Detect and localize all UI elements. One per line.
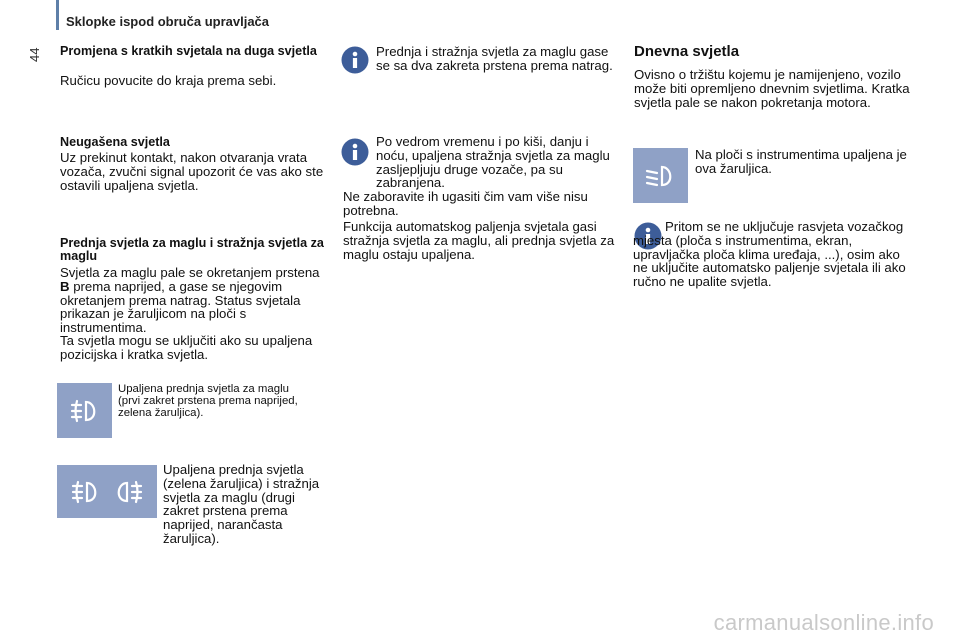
- header-accent-bar: [56, 0, 59, 30]
- front-fog-lamp-icon: [68, 477, 104, 507]
- daytime-running-lamp-icon: [643, 161, 679, 191]
- daytime-lamp-description: Na ploči s instrumentima upaljena je ova žaruljica.: [695, 147, 907, 176]
- fog-text-part2: prema naprijed, a gase se njegovim okretanjem prema natrag. Status svjetala prikazan je žaruljicom na ploči s instrumentima.: [60, 278, 301, 336]
- ring-label-b: B: [60, 278, 70, 294]
- section-text-fog-lights: [60, 266, 330, 335]
- page-header-title: Sklopke ispod obruča upravljača: [66, 14, 270, 29]
- info-icon: [340, 137, 370, 167]
- watermark: carmanualsonline.info: [713, 610, 934, 635]
- front-and-rear-fog-lamp-indicator: [57, 465, 157, 518]
- daytime-lamp-indicator: [633, 148, 688, 203]
- section-title-fog-lights: Prednja svjetla za maglu i stražnja svjetla za maglu: [60, 236, 324, 264]
- rear-fog-lamp-icon: [110, 477, 146, 507]
- text-auto-lighting-fog: Funkcija automatskog paljenja svjetala gasi stražnja svjetla za maglu, ali prednja svjetla za maglu ostaju upaljena.: [343, 219, 615, 262]
- info-note-fog-dazzle: Po vedrom vremenu i po kiši, danju i noću, upaljena stražnja svjetla za maglu zasljepljuju druge vozače, pa su zabranjena.: [376, 134, 610, 191]
- section-text-lights-on-warning: Uz prekinut kontakt, nakon otvaranja vrata vozača, zvučni signal upozorit će vas ako ste ostavili upaljena svjetla.: [60, 150, 324, 193]
- section-title-high-beam: Promjena s kratkih svjetala na duga svjetla: [60, 44, 317, 58]
- section-text-high-beam: Ručicu povucite do kraja prema sebi.: [60, 73, 277, 88]
- info-note-fog-off: Prednja i stražnja svjetla za maglu gase se sa dva zakreta prstena prema natrag.: [376, 44, 613, 73]
- info-icon: [340, 45, 370, 75]
- fog-text-part1: Svjetla za maglu pale se okretanjem prstena: [60, 265, 320, 280]
- section-text-daytime-lights: Ovisno o tržištu kojemu je namijenjeno, vozilo može biti opremljeno dnevnim svjetlima. Kratka svjetla pale se nakon pokretanja motora.: [634, 67, 910, 110]
- text-switch-off-reminder: Ne zaboravite ih ugasiti čim vam više nisu potrebna.: [343, 189, 588, 218]
- front-and-rear-fog-lamp-description: Upaljena prednja svjetla (zelena žaruljica) i stražnja svjetla za maglu (drugi zakret prstena prema naprijed, narančasta žaruljica).: [163, 462, 320, 546]
- section-text-fog-conditions: Ta svjetla mogu se uključiti ako su upaljena pozicijska i kratka svjetla.: [60, 333, 313, 362]
- info-note-daytime-lights: Pritom se ne uključuje rasvjeta vozačkog mjesta (ploča s instrumentima, ekran, upravljačka ploča klima uređaja, ...), osim ako ne uključite automatsko paljenje svjetala ili ako ručno ne upalite svjetla.: [633, 219, 906, 290]
- front-fog-lamp-description: Upaljena prednja svjetla za maglu (prvi zakret prstena prema naprijed, zelena žaruljica).: [118, 383, 298, 420]
- page-number: 44: [27, 47, 42, 62]
- section-title-lights-on-warning: Neugašena svjetla: [60, 135, 170, 149]
- section-title-daytime-lights: Dnevna svjetla: [634, 43, 740, 60]
- front-fog-lamp-indicator: [57, 383, 112, 438]
- front-fog-lamp-icon: [68, 396, 102, 426]
